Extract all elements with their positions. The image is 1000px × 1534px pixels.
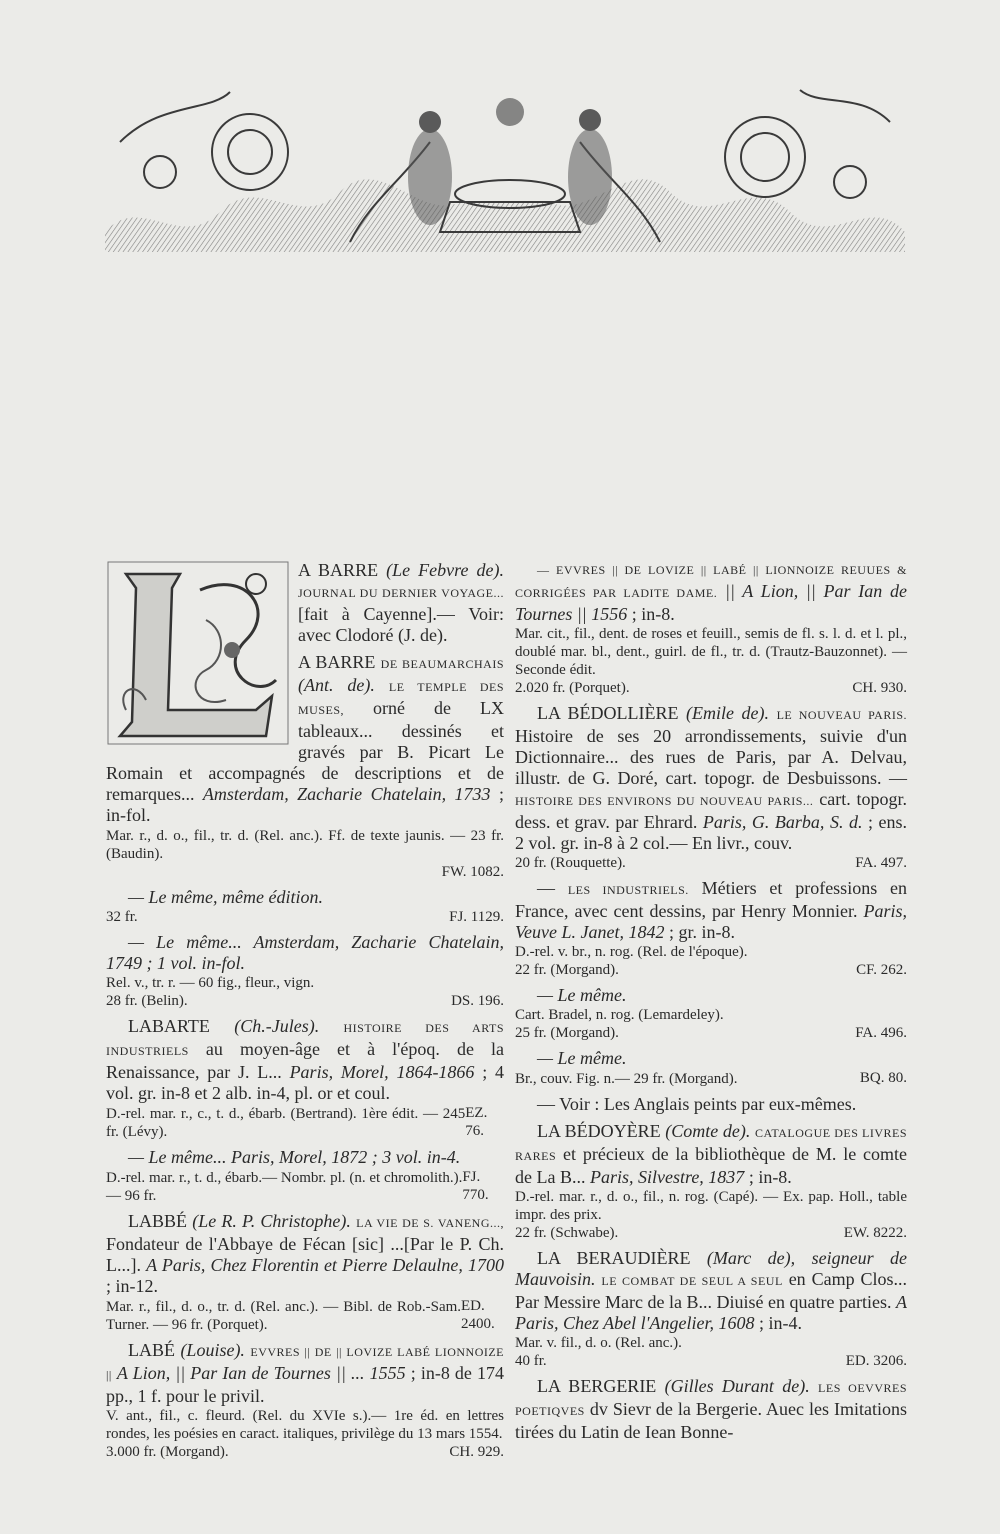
entry-labe [106, 1340, 504, 1461]
price-line [515, 854, 907, 872]
entry-code: FJ. 1129. [449, 909, 504, 925]
entry-author: (Emile de). [686, 703, 770, 723]
entry-title: LE NOUVEAU PARIS. [776, 708, 908, 722]
entry-evvres-1556 [515, 558, 907, 697]
entry-format: ; ens. 2 vol. gr. in-8 à 2 col.— En livr., couv. [515, 812, 908, 853]
entry-heading: LABARTE [128, 1016, 210, 1036]
entry-code: ED. 3206. [845, 1353, 907, 1369]
entry-heading: LABBÉ [128, 1211, 188, 1231]
entry-le-meme-1872 [106, 1147, 504, 1205]
entry-code: DS. 196. [451, 993, 504, 1009]
entry-author: (Ch.-Jules). [234, 1016, 320, 1036]
entry-code: CH. 930. [852, 680, 907, 696]
entry-note: V. ant., fil., c. fleurd. (Rel. du XVIe s.).— 1re éd. en lettres rondes, les poésies en caract. italiques, privilège du 13 mars 1554. [106, 1408, 504, 1442]
entry-heading: A BARRE [298, 560, 379, 580]
price-line [515, 679, 907, 697]
entry-format: ; in-12. [106, 1276, 158, 1296]
entry-le-meme [106, 887, 504, 926]
entry-note: Mar. r., d. o., fil., tr. d. (Rel. anc.). Ff. de texte jaunis. — 23 fr. (Baudin). [106, 828, 504, 862]
ornamental-headpiece-icon [100, 82, 910, 262]
entry-code: BQ. 80. [859, 1070, 907, 1086]
price-line [515, 1352, 907, 1370]
entry-code: EZ. 76. [465, 1105, 488, 1139]
entry-price: 3.000 fr. (Morgand). [106, 1444, 229, 1460]
entry-imprint: Paris, Silvestre, 1837 [589, 1167, 745, 1187]
entry-title: LES OEVVRES POETIQVES [515, 1381, 908, 1418]
entry-title: — EVVRES || DE LOVIZE || LABÉ || LIONNOIZE REUUES & CORRIGÉES PAR LADITE DAME. [515, 563, 907, 600]
entry-text: — Le même. [537, 985, 627, 1005]
entry-text-2: cart. topogr. dess. et grav. par Ehrard. [515, 789, 908, 832]
entry-dash: — [537, 878, 555, 898]
right-column [515, 558, 907, 1449]
entry-text: Histoire de ses 20 arrondissements, suivie d'un Dictionnaire... des rues de Paris, par A. Delvau, illustr. de G. Doré, cart. topogr. de Desbuissons. — [515, 726, 907, 788]
entry-code: CH. 929. [449, 1444, 504, 1460]
entry-note: Rel. v., tr. r. — 60 fig., fleur., vign. [106, 975, 315, 991]
entry-text: — Le même... Amsterdam, Zacharie Chatelain, 1749 ; 1 vol. in-fol. [106, 932, 504, 973]
entry-author: (Comte de). [665, 1121, 751, 1141]
entry-note: Cart. Bradel, n. rog. (Lemardeley). [515, 1007, 724, 1023]
entry-heading: LABÉ [128, 1340, 175, 1360]
entry-title: CATALOGUE DES LIVRES RARES [515, 1126, 908, 1163]
entry-format: ; in-8. [748, 1167, 792, 1187]
entry-labbe [106, 1211, 504, 1334]
entry-imprint: Paris, Morel, 1864-1866 [289, 1062, 475, 1082]
entry-le-meme-1749 [106, 932, 504, 1010]
price-line [106, 992, 504, 1010]
price-line [106, 1104, 504, 1141]
entry-note: D.-rel. mar. r., d. o., fil., n. rog. (Capé). — Ex. pap. Holl., table impr. des prix. [515, 1189, 907, 1223]
entry-note: Mar. v. fil., d. o. (Rel. anc.). [515, 1335, 682, 1351]
entry-imprint: A Paris, Chez Florentin et Pierre Delaulne, 1700 [146, 1255, 504, 1275]
entry-format: ; in-4. [759, 1313, 803, 1333]
decorative-initial-l-icon [106, 560, 290, 746]
entry-author: (Marc de), seigneur de Mauvoisin. [515, 1248, 908, 1289]
entry-title: JOURNAL DU DERNIER VOYAGE... [298, 586, 504, 600]
price-line [106, 1168, 504, 1205]
entry-imprint: Paris, G. Barba, S. d. [702, 812, 863, 832]
price-line [515, 1069, 907, 1088]
entry-la-bedolliere [515, 703, 907, 872]
entry-text: — Le même... Paris, Morel, 1872 ; 3 vol. in-4. [128, 1147, 461, 1167]
entry-code: FW. 1082. [441, 864, 504, 880]
entry-title: LE COMBAT DE SEUL A SEUL [601, 1274, 783, 1288]
entry-code: ED. 2400. [461, 1298, 495, 1332]
entry-code: EW. 8222. [843, 1225, 907, 1241]
entry-format: ; 4 vol. gr. in-8 et 2 alb. in-4, pl. or et coul. [106, 1062, 504, 1103]
entry-imprint: A Lion, || Par Ian de Tournes || ... 1555 [116, 1363, 406, 1383]
entry-note: D.-rel. mar. r., c., t. d., ébarb. (Bertrand). 1ère édit. — 245 fr. (Lévy). [106, 1106, 466, 1140]
entry-format: ; in-fol. [106, 784, 504, 825]
left-column [106, 560, 504, 1467]
entry-text: Fondateur de l'Abbaye de Fécan [sic] ...[Par le P. Ch. L...]. [106, 1234, 504, 1275]
entry-price: 40 fr. [515, 1353, 547, 1369]
entry-la-bergerie [515, 1376, 907, 1443]
entry-heading: LA BÉDOLLIÈRE [537, 703, 679, 723]
entry-code: FA. 497. [855, 855, 907, 871]
entry-price: 32 fr. [106, 909, 138, 925]
entry-title: HISTOIRE DES ARTS INDUSTRIELS [106, 1021, 504, 1058]
entry-heading: A BARRE [298, 652, 376, 672]
entry-text: — Voir : Les Anglais peints par eux-mêmes. [537, 1094, 857, 1114]
entry-les-industriels [515, 878, 907, 979]
entry-price: 2.020 fr. (Porquet). [515, 680, 630, 696]
entry-imprint: || A Lion, || Par Ian de Tournes || 1556 [515, 581, 908, 624]
entry-title: LE TEMPLE DES MUSES, [298, 680, 505, 717]
entry-note: Mar. cit., fil., dent. de roses et feuill., semis de fl. s. l. d. et l. pl., doublé mar. bl., dent., guirl. de fl., tr. d. (Trautz-Bauzonnet). — Seconde édit. [515, 626, 907, 678]
entry-text: [fait à Cayenne].— Voir: avec Clodoré (J. de). [298, 604, 504, 645]
entry-heading-suffix: DE BEAUMARCHAIS [380, 657, 504, 671]
entry-code: FJ. 770. [462, 1169, 489, 1203]
entry-text: — Le même. [537, 1048, 627, 1068]
entry-voir-anglais [515, 1094, 907, 1115]
entry-note: Mar. r., fil., d. o., tr. d. (Rel. anc.). — Bibl. de Rob.-Sam. Turner. — 96 fr. (Porquet). [106, 1299, 462, 1333]
entry-imprint: A Paris, Chez Abel l'Angelier, 1608 [515, 1292, 907, 1333]
entry-text: Métiers et professions en France, avec cent dessins, par Henry Monnier. [515, 878, 907, 921]
entry-note: Br., couv. Fig. n.— 29 fr. (Morgand). [515, 1071, 738, 1087]
entry-title: LA VIE DE S. VANENG..., [356, 1216, 505, 1230]
entry-format: ; in-8. [631, 604, 675, 624]
entry-note: D.-rel. mar. r., t. d., ébarb.— Nombr. pl. (n. et chromolith.). — 96 fr. [106, 1170, 463, 1204]
entry-la-beraudiere [515, 1248, 907, 1370]
price-line [106, 1297, 504, 1334]
entry-la-bedoyere [515, 1121, 907, 1242]
entry-text: orné de LX tableaux... dessinés et gravés par B. Picart Le Romain et accompagnés de descriptions et de remarques... [106, 698, 505, 804]
entry-heading: LA BÉDOYÈRE [537, 1121, 661, 1141]
entry-imprint: Paris, Veuve L. Janet, 1842 [515, 901, 907, 942]
entry-author: (Louise). [180, 1340, 245, 1360]
entry-price: 22 fr. (Morgand). [515, 962, 619, 978]
price-line [106, 863, 504, 881]
entry-price: 28 fr. (Belin). [106, 993, 188, 1009]
price-line [106, 1443, 504, 1461]
entry-price: 20 fr. (Rouquette). [515, 855, 626, 871]
price-line [515, 1224, 907, 1242]
entry-title: LES INDUSTRIELS. [567, 883, 689, 897]
entry-la-barre-febvre [106, 560, 504, 646]
entry-author: (Gilles Durant de). [664, 1376, 810, 1396]
entry-text: en Camp Clos... Par Messire Marc de la B... Diuisé en quatre parties. [515, 1269, 907, 1312]
note-line [106, 826, 504, 863]
price-line [106, 908, 504, 926]
entry-le-meme-br [515, 1048, 907, 1088]
entry-format: ; gr. in-8. [668, 922, 735, 942]
entry-author: (Le Febvre de). [386, 560, 504, 580]
entry-heading: LA BERAUDIÈRE [537, 1248, 691, 1268]
entry-price: 22 fr. (Schwabe). [515, 1225, 619, 1241]
entry-heading: LA BERGERIE [537, 1376, 657, 1396]
entry-code: CF. 262. [856, 962, 907, 978]
price-line [515, 961, 907, 979]
entry-author: (Ant. de). [298, 675, 375, 695]
entry-le-meme-bradel [515, 985, 907, 1042]
entry-title-2: HISTOIRE DES ENVIRONS DU NOUVEAU PARIS... [515, 794, 814, 808]
entry-text: dv Sievr de la Bergerie. Auec les Imitations tirées du Latin de Iean Bonne- [515, 1399, 907, 1442]
entry-format: ; in-8 de 174 pp., 1 f. pour le privil. [106, 1363, 505, 1406]
entry-note: D.-rel. v. br., n. rog. (Rel. de l'époque). [515, 944, 748, 960]
entry-code: FA. 496. [855, 1025, 907, 1041]
entry-text: au moyen-âge et à l'époq. de la Renaissance, par J. L... [106, 1039, 504, 1082]
price-line [515, 1024, 907, 1042]
entry-author: (Le R. P. Christophe). [192, 1211, 351, 1231]
entry-labarte [106, 1016, 504, 1141]
entry-text: — Le même, même édition. [128, 887, 323, 907]
entry-imprint: Amsterdam, Zacharie Chatelain, 1733 [202, 784, 491, 804]
entry-text: et précieux de la bibliothèque de M. le comte de La B... [515, 1144, 907, 1187]
entry-price: 25 fr. (Morgand). [515, 1025, 619, 1041]
entry-title: EVVRES || DE || LOVIZE LABÉ LIONNOIZE || [106, 1345, 505, 1382]
